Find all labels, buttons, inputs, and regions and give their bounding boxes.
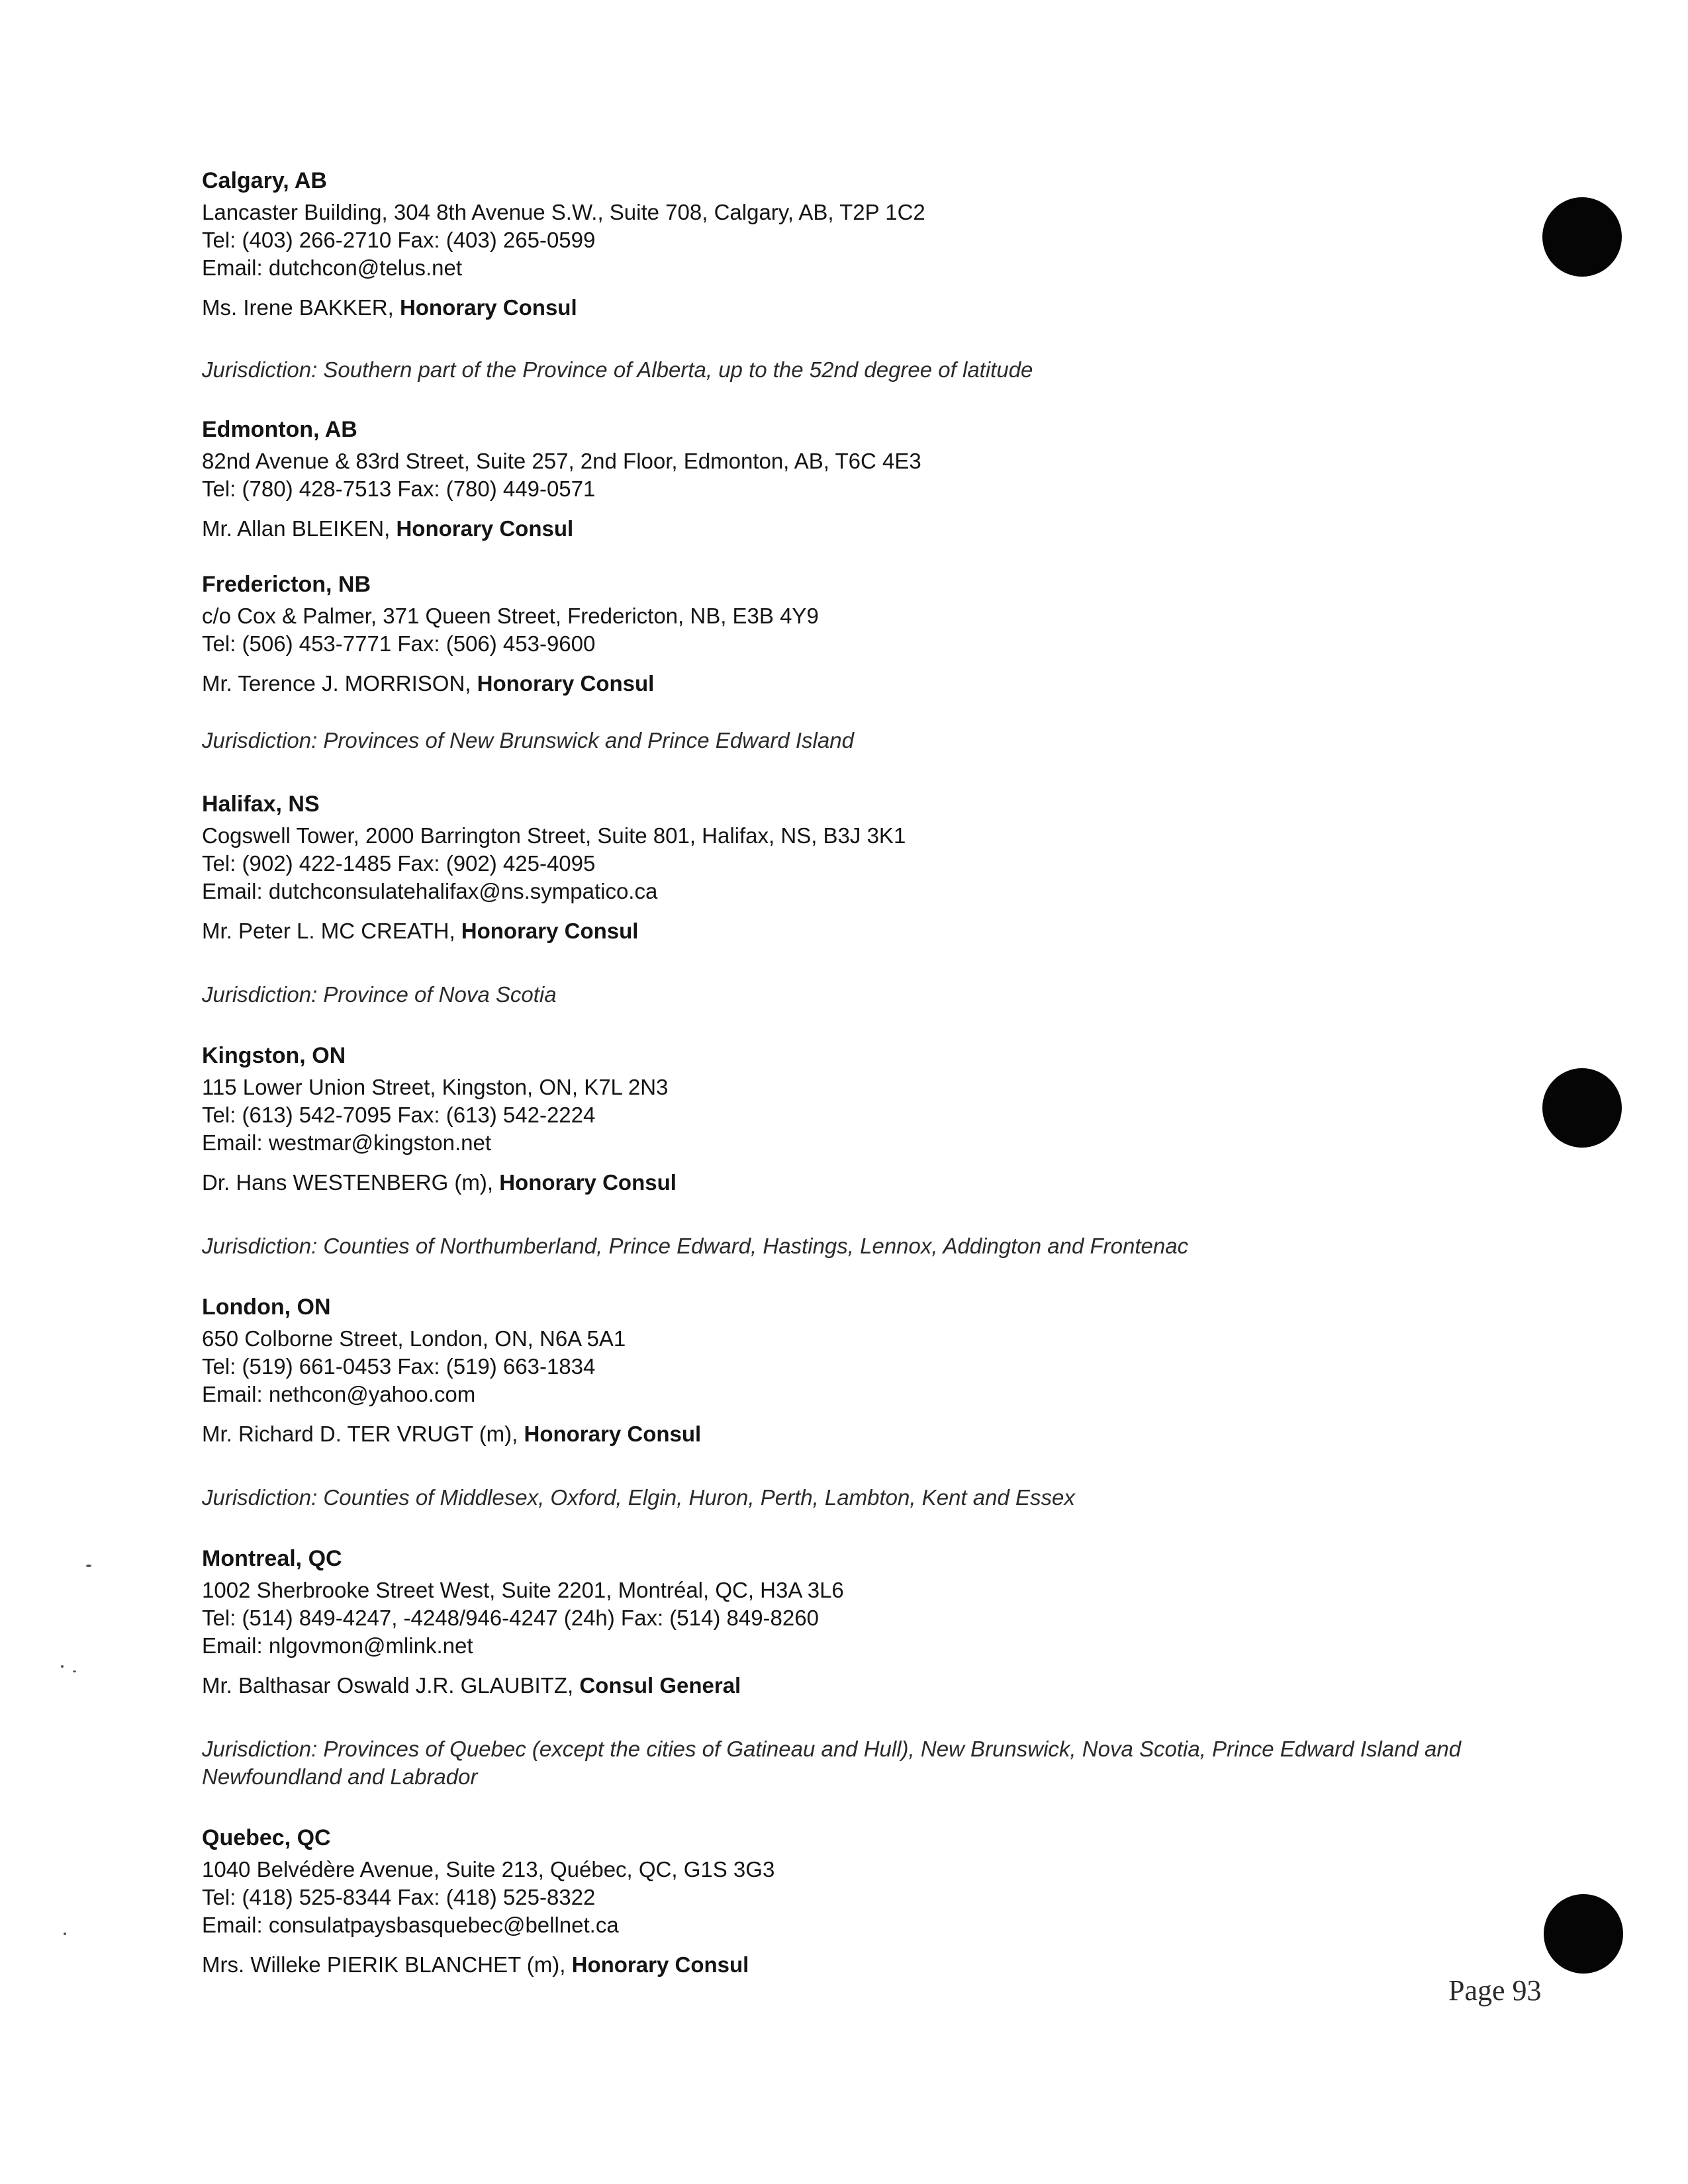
consul-line	[202, 1420, 1526, 1448]
consul-role: Honorary Consul	[399, 295, 577, 320]
consulate-entry-fredericton	[202, 570, 1526, 698]
consul-name: Mr. Richard D. TER VRUGT (m),	[202, 1422, 524, 1446]
consul-line	[202, 670, 1526, 698]
phone-line: Tel: (403) 266-2710 Fax: (403) 265-0599	[202, 228, 596, 252]
binder-hole	[1544, 1894, 1623, 1974]
city-heading: Edmonton, AB	[202, 417, 357, 442]
phone-line: Tel: (418) 525-8344 Fax: (418) 525-8322	[202, 1885, 596, 1909]
email-line: Email: consulatpaysbasquebec@bellnet.ca	[202, 1913, 619, 1937]
city-heading: Kingston, ON	[202, 1043, 346, 1068]
address-line: 82nd Avenue & 83rd Street, Suite 257, 2nd Floor, Edmonton, AB, T6C 4E3	[202, 449, 921, 473]
consulate-entry-london	[202, 1293, 1526, 1448]
consulate-entry-edmonton	[202, 416, 1526, 543]
phone-line: Tel: (613) 542-7095 Fax: (613) 542-2224	[202, 1103, 596, 1127]
phone-line: Tel: (780) 428-7513 Fax: (780) 449-0571	[202, 477, 596, 501]
phone-line: Tel: (506) 453-7771 Fax: (506) 453-9600	[202, 631, 596, 656]
city-heading: Calgary, AB	[202, 168, 327, 193]
consul-name: Mr. Terence J. MORRISON,	[202, 671, 477, 696]
consul-role: Honorary Consul	[477, 671, 655, 696]
consulate-entry-montreal	[202, 1545, 1526, 1700]
scan-speck	[64, 1933, 66, 1935]
address-line: 1002 Sherbrooke Street West, Suite 2201, Montréal, QC, H3A 3L6	[202, 1578, 844, 1602]
city-heading: Montreal, QC	[202, 1546, 342, 1571]
consul-name: Mrs. Willeke PIERIK BLANCHET (m),	[202, 1952, 572, 1977]
consul-line	[202, 1169, 1526, 1197]
jurisdiction-fredericton: Jurisdiction: Provinces of New Brunswick and Prince Edward Island	[202, 728, 854, 752]
binder-hole	[1542, 1068, 1622, 1148]
consul-name: Mr. Balthasar Oswald J.R. GLAUBITZ,	[202, 1673, 580, 1698]
email-line: Email: dutchcon@telus.net	[202, 255, 463, 280]
jurisdiction-montreal: Jurisdiction: Provinces of Quebec (except the cities of Gatineau and Hull), New Brunswick, Nova Scotia, Prince Edward Island and Newfoundland and Labrador	[202, 1737, 1462, 1789]
consul-role: Honorary Consul	[461, 919, 639, 943]
phone-line: Tel: (514) 849-4247, -4248/946-4247 (24h) Fax: (514) 849-8260	[202, 1606, 819, 1630]
city-heading: Quebec, QC	[202, 1825, 331, 1850]
consul-name: Dr. Hans WESTENBERG (m),	[202, 1170, 500, 1195]
consulate-entry-calgary	[202, 167, 1526, 322]
consul-role: Honorary Consul	[396, 516, 574, 541]
address-line: 650 Colborne Street, London, ON, N6A 5A1	[202, 1326, 626, 1351]
consul-line	[202, 917, 1526, 945]
address-line: c/o Cox & Palmer, 371 Queen Street, Fredericton, NB, E3B 4Y9	[202, 604, 819, 628]
city-heading: London, ON	[202, 1295, 331, 1320]
consul-line	[202, 294, 1526, 322]
consul-line	[202, 1672, 1526, 1700]
jurisdiction-kingston: Jurisdiction: Counties of Northumberland, Prince Edward, Hastings, Lennox, Addington and Frontenac	[202, 1234, 1189, 1258]
consul-line	[202, 515, 1526, 543]
consulate-entry-kingston	[202, 1042, 1526, 1197]
address-line: 115 Lower Union Street, Kingston, ON, K7L 2N3	[202, 1075, 669, 1099]
consul-role: Honorary Consul	[524, 1422, 702, 1446]
consul-name: Mr. Allan BLEIKEN,	[202, 516, 397, 541]
email-line: Email: nethcon@yahoo.com	[202, 1382, 476, 1406]
page-number: Page 93	[1448, 1974, 1542, 2007]
email-line: Email: dutchconsulatehalifax@ns.sympatico.ca	[202, 879, 658, 903]
phone-line: Tel: (519) 661-0453 Fax: (519) 663-1834	[202, 1354, 596, 1379]
consul-line	[202, 1951, 1526, 1979]
jurisdiction-london: Jurisdiction: Counties of Middlesex, Oxford, Elgin, Huron, Perth, Lambton, Kent and Essex	[202, 1485, 1075, 1510]
consul-role: Consul General	[579, 1673, 741, 1698]
email-line: Email: nlgovmon@mlink.net	[202, 1633, 473, 1658]
scan-speck	[73, 1670, 76, 1672]
jurisdiction-halifax: Jurisdiction: Province of Nova Scotia	[202, 982, 557, 1007]
city-heading: Fredericton, NB	[202, 572, 371, 597]
consul-role: Honorary Consul	[499, 1170, 677, 1195]
consulate-entry-quebec	[202, 1824, 1526, 1979]
phone-line: Tel: (902) 422-1485 Fax: (902) 425-4095	[202, 851, 596, 876]
address-line: Cogswell Tower, 2000 Barrington Street, Suite 801, Halifax, NS, B3J 3K1	[202, 823, 906, 848]
consul-name: Ms. Irene BAKKER,	[202, 295, 400, 320]
consul-role: Honorary Consul	[571, 1952, 749, 1977]
consulate-entry-halifax	[202, 790, 1526, 945]
scan-speck	[61, 1665, 64, 1668]
consul-name: Mr. Peter L. MC CREATH,	[202, 919, 461, 943]
jurisdiction-calgary: Jurisdiction: Southern part of the Province of Alberta, up to the 52nd degree of latitude	[202, 357, 1033, 382]
city-heading: Halifax, NS	[202, 792, 320, 817]
binder-hole	[1542, 197, 1622, 277]
scan-speck	[86, 1565, 91, 1567]
email-line: Email: westmar@kingston.net	[202, 1130, 491, 1155]
address-line: 1040 Belvédère Avenue, Suite 213, Québec, QC, G1S 3G3	[202, 1857, 775, 1882]
address-line: Lancaster Building, 304 8th Avenue S.W., Suite 708, Calgary, AB, T2P 1C2	[202, 200, 925, 224]
